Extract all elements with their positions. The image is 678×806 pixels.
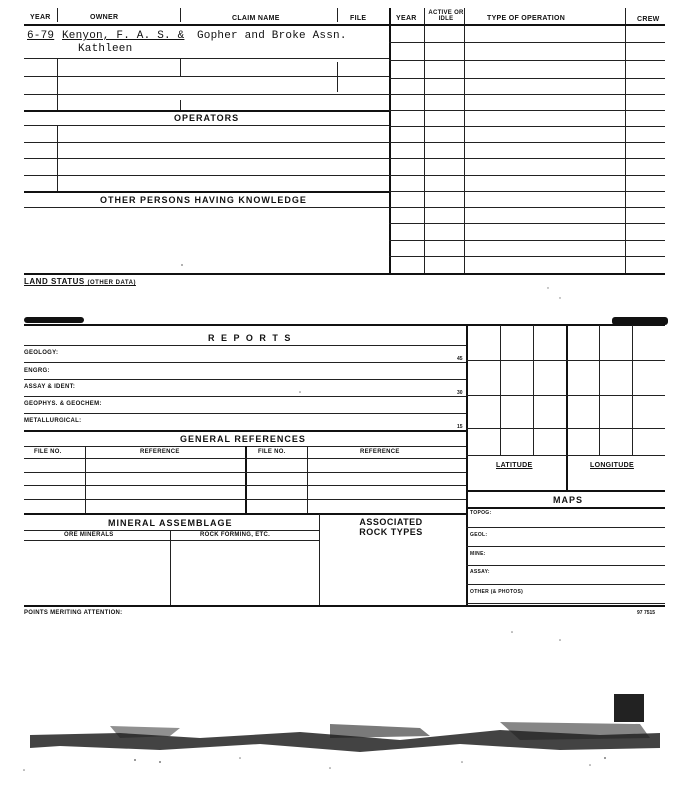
report-engrg: ENGRG: [24,368,50,374]
report-geology-num: 45 [457,356,463,362]
col-claim-name: CLAIM NAME [232,15,280,22]
map-topog: TOPOG: [470,510,492,516]
mineral-assemblage-heading: MINERAL ASSEMBLAGE [108,518,233,528]
longitude-label: LONGITUDE [590,462,634,469]
col-year2: YEAR [396,15,417,22]
entry-owner-2: Kathleen [78,43,133,55]
form-code: 97 7515 [637,610,656,616]
other-persons-heading: OTHER PERSONS HAVING KNOWLEDGE [100,195,307,205]
map-geol: GEOL: [470,532,488,538]
report-metallurgical: METALLURGICAL: [24,418,82,424]
col-year: YEAR [30,14,51,21]
entry-owner: Kenyon, F. A. S. & [62,30,185,42]
ref-col-reference: REFERENCE [140,449,180,455]
col-crew: CREW [637,16,660,23]
ref-col-file-no: FILE NO. [34,449,62,455]
general-references-heading: GENERAL REFERENCES [180,434,306,444]
maps-heading: MAPS [553,495,584,505]
report-metallurgical-num: 15 [457,424,463,430]
col-file: FILE [350,15,367,22]
report-assay: ASSAY & IDENT: [24,384,76,390]
land-status-heading: LAND STATUS (OTHER DATA) [24,277,136,286]
mineral-col-ore: ORE MINERALS [64,532,114,538]
map-assay: ASSAY: [470,569,490,575]
entry-year: 6-79 [27,30,55,42]
mineral-col-rock-forming: ROCK FORMING, ETC. [200,532,271,538]
report-assay-num: 30 [457,390,463,396]
ref-col-reference-2: REFERENCE [360,449,400,455]
ink-smudge-left [24,317,84,323]
associated-rock-heading: ASSOCIATED ROCK TYPES [359,517,423,537]
col-active-idle: ACTIVE OR IDLE [428,10,464,22]
map-mine: MINE: [470,551,486,557]
col-type-of-operation: TYPE OF OPERATION [487,15,566,22]
col-owner: OWNER [90,14,119,21]
report-geophys: GEOPHYS. & GEOCHEM: [24,401,102,407]
operators-heading: OPERATORS [174,113,240,123]
ref-col-file-no-2: FILE NO. [258,449,286,455]
points-meriting-attention: POINTS MERITING ATTENTION: [24,610,123,616]
report-geology: GEOLOGY: [24,350,59,356]
reports-heading: R E P O R T S [208,333,293,343]
map-other: OTHER (& PHOTOS) [470,589,524,595]
latitude-label: LATITUDE [496,462,533,469]
entry-claim: Gopher and Broke Assn. [197,30,347,42]
scan-block [614,694,644,722]
